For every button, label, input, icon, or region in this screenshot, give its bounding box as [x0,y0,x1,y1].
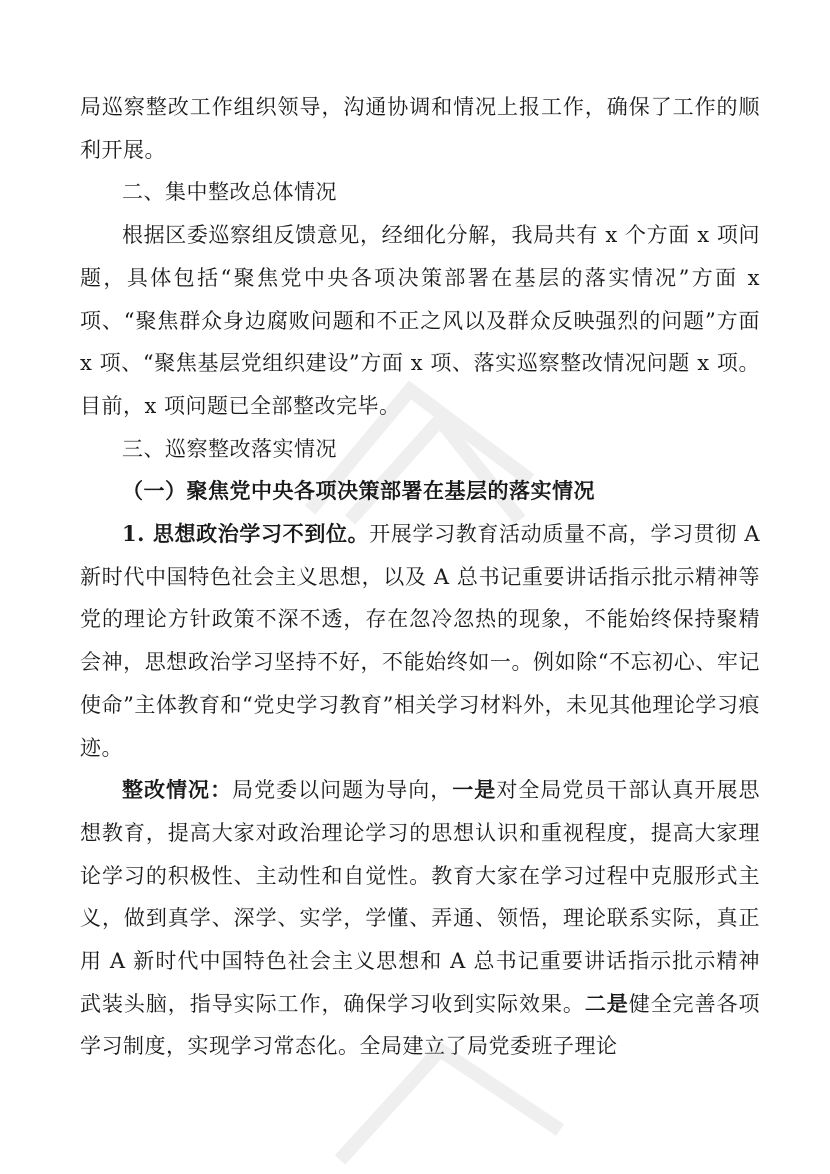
document-body [80,86,760,1068]
point-one-label: 一是 [452,777,497,803]
issue-body: 开展学习教育活动质量不高，学习贯彻 A 新时代中国特色社会主义思想，以及 A 总书记重要讲话指示批示精神等党的理论方针政策不深不透，存在忽冷忽热的现象，不能始终保持聚精会神，思想政治学习坚持不好，不能始终如一。例如除“不忘初心、牢记使命”主体教育和“党史学习教育”相关学习材料外，未见其他理论学习痕迹。 [80,522,761,760]
rectification-label: 整改情况： [122,777,233,803]
section-heading-2: 二、集中整改总体情况 [122,180,337,205]
subsection-heading-1: （一）聚焦党中央各项决策部署在基层的落实情况 [122,478,595,504]
issue-title: 1. 思想政治学习不到位。 [122,521,370,547]
point-two-label: 二是 [584,990,629,1016]
point-two-body: 健全完善各项学习制度，实现学习常态化。全局建立了局党委班子理论 [80,991,761,1059]
paragraph-issue-1 [80,513,760,769]
point-one-body: 对全局党员干部认真开展思想教育，提高大家对政治理论学习的思想认识和重视程度，提高大家理论学习的积极性、主动性和自觉性。教育大家在学习过程中克服形式主义，做到真学、深学、实学，学懂、弄通、领悟，理论联系实际，真正用 A 新时代中国特色社会主义思想和 A 总书记重要讲话指示批示精神武装头脑，指导实际工作，确保学习收到实际效果。 [80,778,761,1016]
paragraph-rectification [80,769,760,1068]
paragraph-continuation: 局巡察整改工作组织领导，沟通协调和情况上报工作，确保了工作的顺利开展。 [80,95,760,162]
section-heading-3: 三、巡察整改落实情况 [122,436,337,461]
paragraph-overview: 根据区委巡察组反馈意见，经细化分解，我局共有 x 个方面 x 项问题，具体包括“聚焦党中央各项决策部署在基层的落实情况”方面 x 项、“聚焦群众身边腐败问题和不正之风以及群众反映强烈的问题”方面 x 项、“聚焦基层党组织建设”方面 x 项、落实巡察整改情况问题 x 项。目前，x 项问题已全部整改完毕。 [80,223,760,418]
rectification-intro: 局党委以问题为导向， [232,778,453,803]
